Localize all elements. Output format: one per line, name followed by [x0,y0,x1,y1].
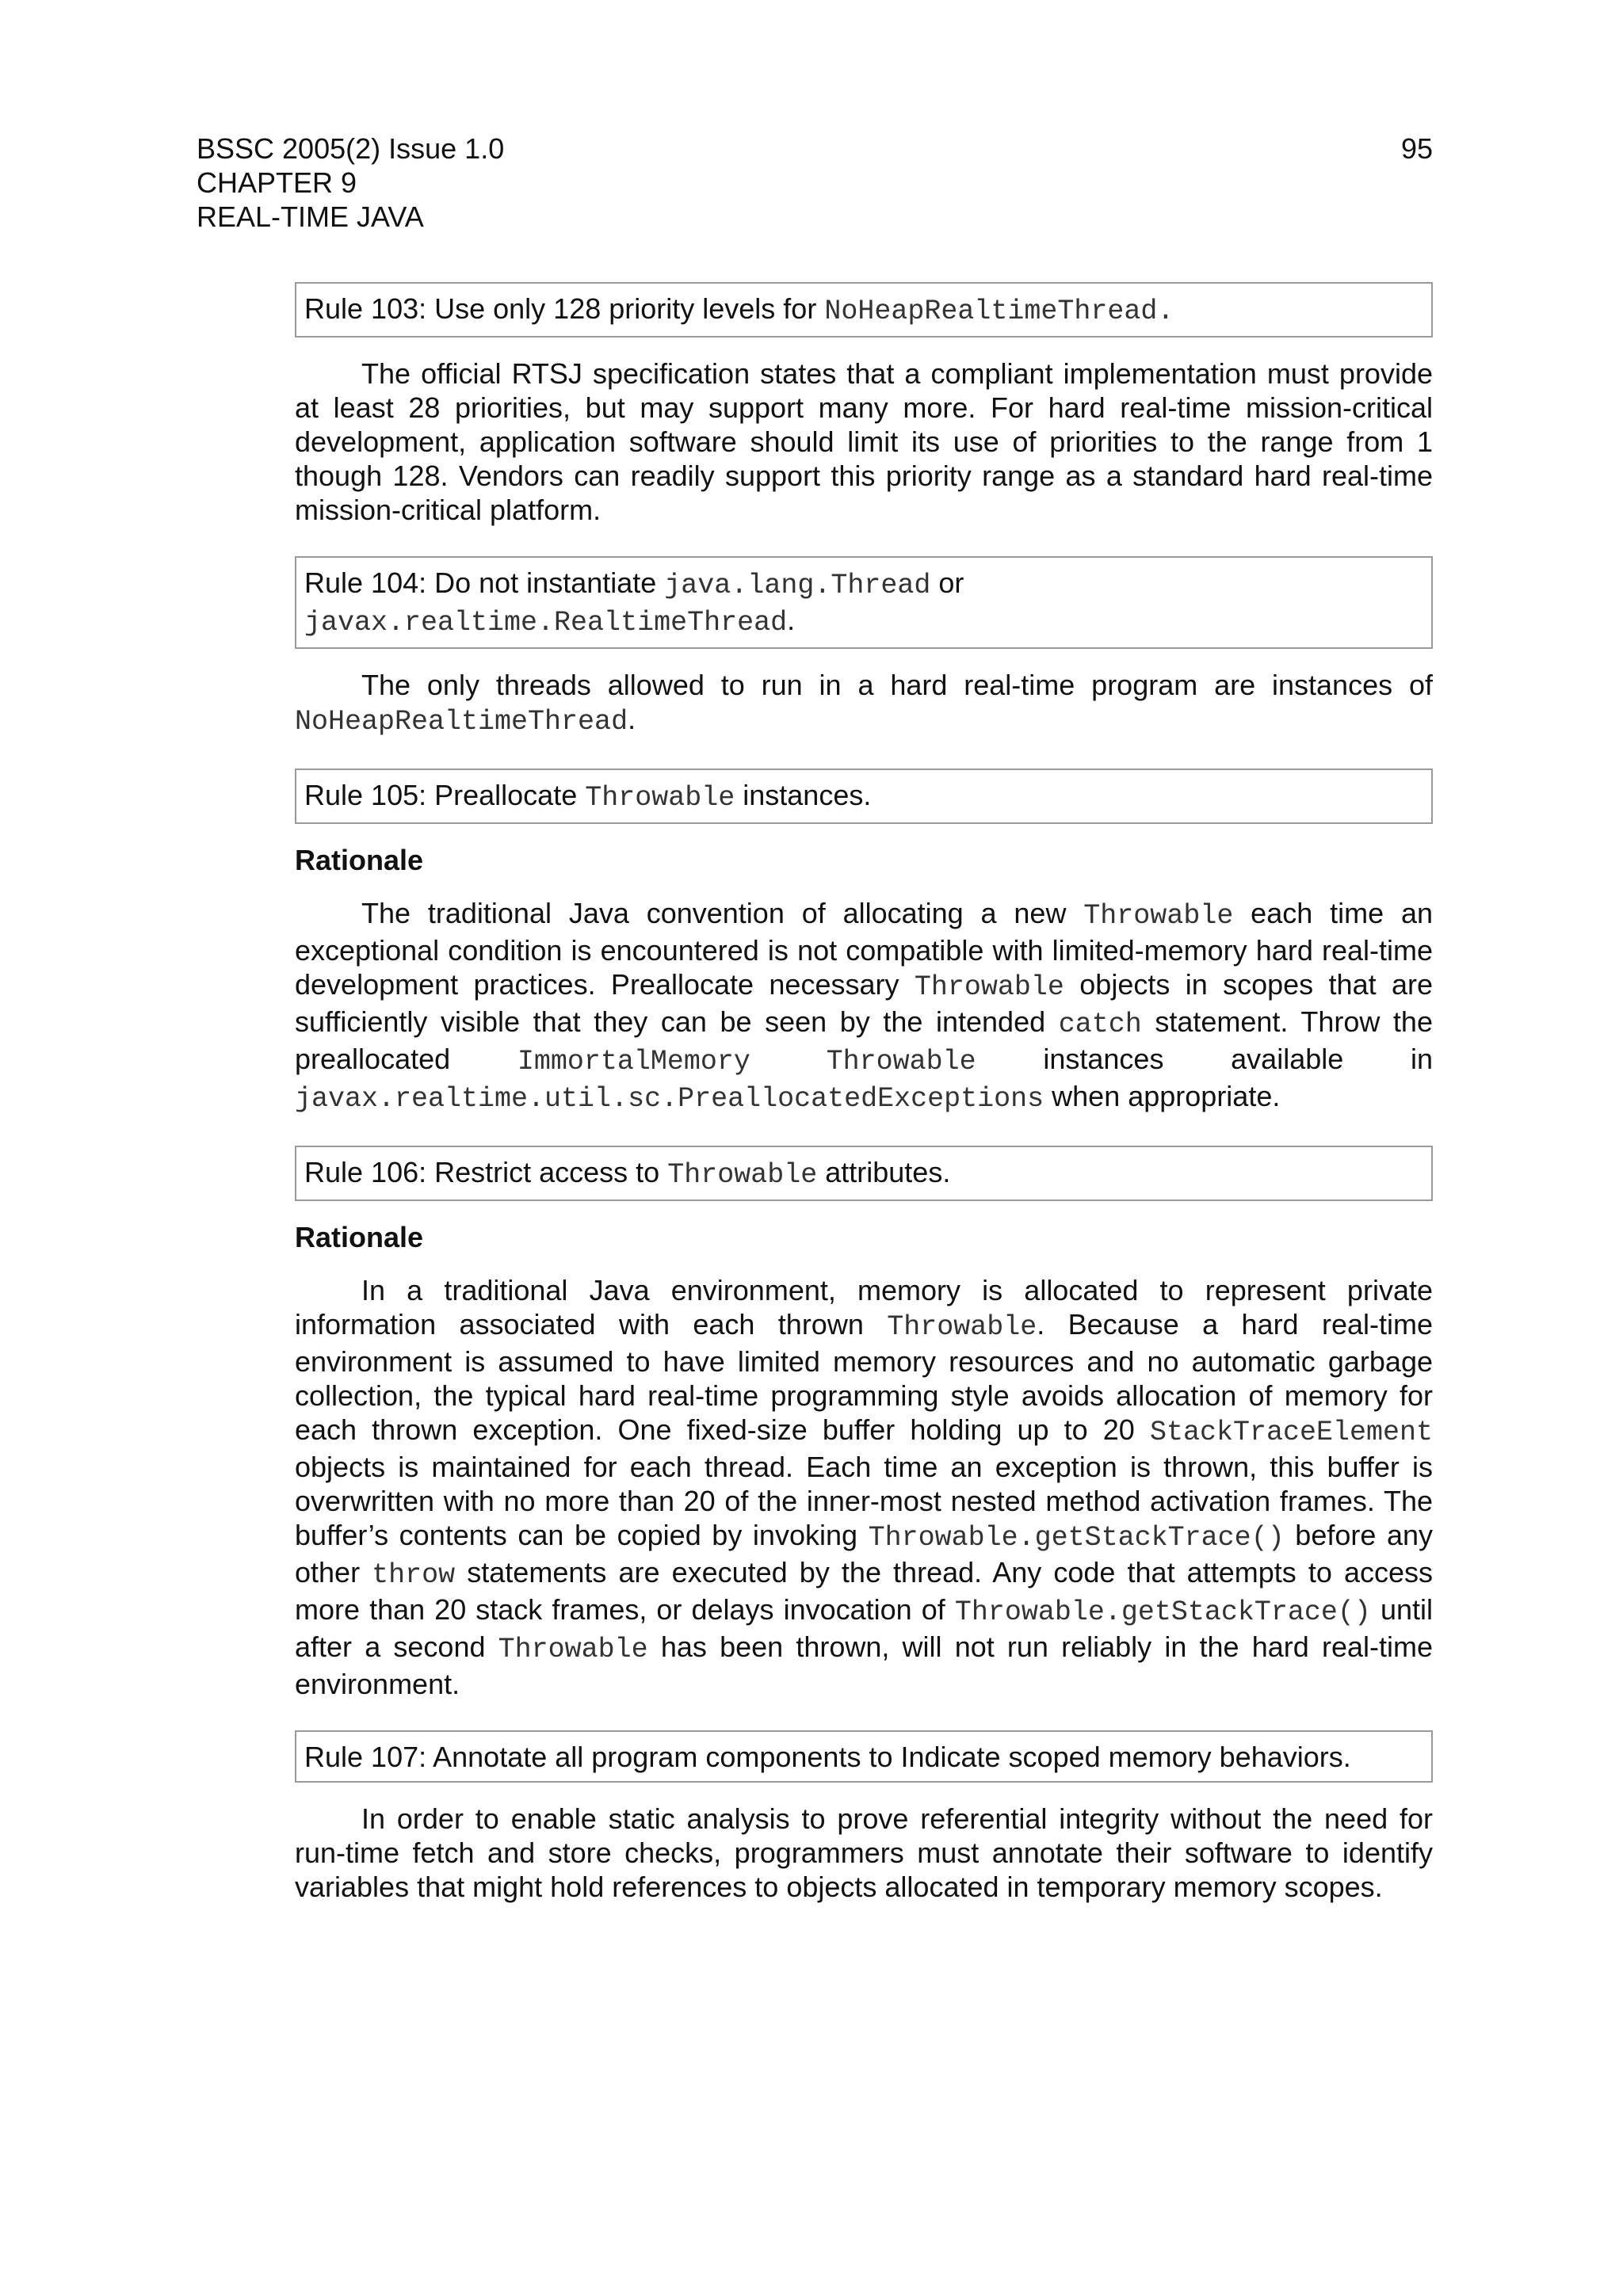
r2-c2: StackTraceElement [1149,1417,1433,1448]
r2-t2: . Because a hard real-time environment is assumed to have limited memory resources and no automatic garbage collection, the typical hard real-time programming style avoids allocation of memory for each thrown exception. One fixed-size buffer holding up to 20 [295,1308,1433,1446]
chapter-label: CHAPTER 9 [197,166,357,199]
rule-104-box [295,556,1433,649]
r2-t5: statements are executed by the thread. Any code that attempts to access more than 20 stack frames, or delays invocation of [295,1556,1433,1626]
rule-103-text: Rule 103: Use only 128 priority levels for [304,292,825,325]
r1-c4: ImmortalMemory Throwable [517,1046,976,1077]
r1-t6: when appropriate. [1044,1080,1281,1112]
rationale-heading-106: Rationale [295,1221,424,1253]
chapter-title: REAL-TIME JAVA [197,200,424,233]
r2-c6: Throwable [498,1634,648,1665]
r2-t6: until after a second [295,1593,1433,1663]
page-header [197,132,1433,234]
rule-103-code: NoHeapRealtimeThread [824,296,1158,327]
r2-t1: In a traditional Java environment, memory is allocated to represent private information associated with each thrown [295,1274,1433,1341]
rule-105-box [295,769,1433,824]
r1-t5: instances available in [976,1043,1433,1075]
rationale-heading-105: Rationale [295,844,424,876]
page-number: 95 [1400,132,1433,165]
r2-c3: Throwable.getStackTrace() [868,1522,1285,1554]
r2-t7: has been thrown, will not run reliably in the hard real-time environment. [295,1630,1433,1700]
threads-paragraph [295,668,1433,739]
rationale-paragraph-106 [295,1273,1433,1701]
r2-c5: Throwable.getStackTrace() [954,1596,1371,1628]
rule-104-code-realtime-thread: javax.realtime.RealtimeThread [304,607,788,639]
r1-t4: statement. Throw the preallocated [295,1005,1433,1075]
rule-105-code: Throwable [585,782,735,814]
rule-106-code: Throwable [667,1159,818,1191]
rule-107-text: Rule 107: Annotate all program components to Indicate scoped memory behaviors. [304,1741,1351,1773]
priority-paragraph: The official RTSJ specification states that a compliant implementation must provide at least 28 priorities, but may support many more. For hard real-time mission-critical development, application software should limit its use of priorities to the range from 1 though 128. Vendors can readily support this priority range as a standard hard real-time mission-critical platform. [295,357,1433,526]
doc-id: BSSC 2005(2) Issue 1.0 [197,132,505,165]
rule-107-box [295,1730,1433,1783]
rule-103-box [295,282,1433,338]
r1-t3: objects in scopes that are sufficiently visible that they can be seen by the intended [295,968,1433,1038]
r1-c2: Throwable [914,971,1064,1003]
page-content [295,282,1433,1933]
r2-t4: before any other [295,1519,1434,1589]
rule-106-end: attributes. [817,1156,951,1188]
threads-code: NoHeapRealtimeThread [295,706,628,738]
annotation-paragraph: In order to enable static analysis to prove referential integrity without the need for run-time fetch and store checks, programmers must annotate their software to identify variables that might hold references to objects allocated in temporary memory scopes. [295,1802,1433,1903]
rule-104-code-thread: java.lang.Thread [664,570,931,601]
r1-c5: javax.realtime.util.sc.PreallocatedExceptions [295,1083,1044,1115]
r2-t3: objects is maintained for each thread. Each time an exception is thrown, this buffer is overwritten with no more than 20 of the inner-most nested method activation frames. The buffer’s contents can be copied by invoking [295,1451,1433,1551]
rule-104-or: or [930,566,964,599]
r1-t1: The traditional Java convention of allocating a new [361,897,1084,929]
r1-c1: Throwable [1083,900,1234,932]
r2-c4: throw [372,1559,456,1591]
rationale-paragraph-105 [295,896,1433,1116]
rule-106-text: Rule 106: Restrict access to [304,1156,668,1188]
r2-c1: Throwable [887,1311,1037,1343]
r1-t2: each time an exceptional condition is encountered is not compatible with limited-memory hard real-time development practices. Preallocate necessary [295,897,1433,1001]
rule-106-box [295,1146,1433,1201]
rule-104-text: Rule 104: Do not instantiate [304,566,665,599]
rule-104-end: . [787,604,796,636]
rule-103-end: . [1157,296,1174,327]
rule-105-end: instances. [735,779,872,811]
threads-end: . [628,703,636,735]
r1-c3: catch [1058,1009,1142,1040]
rule-105-text: Rule 105: Preallocate [304,779,586,811]
threads-text: The only threads allowed to run in a hard real-time program are instances of [361,669,1433,701]
